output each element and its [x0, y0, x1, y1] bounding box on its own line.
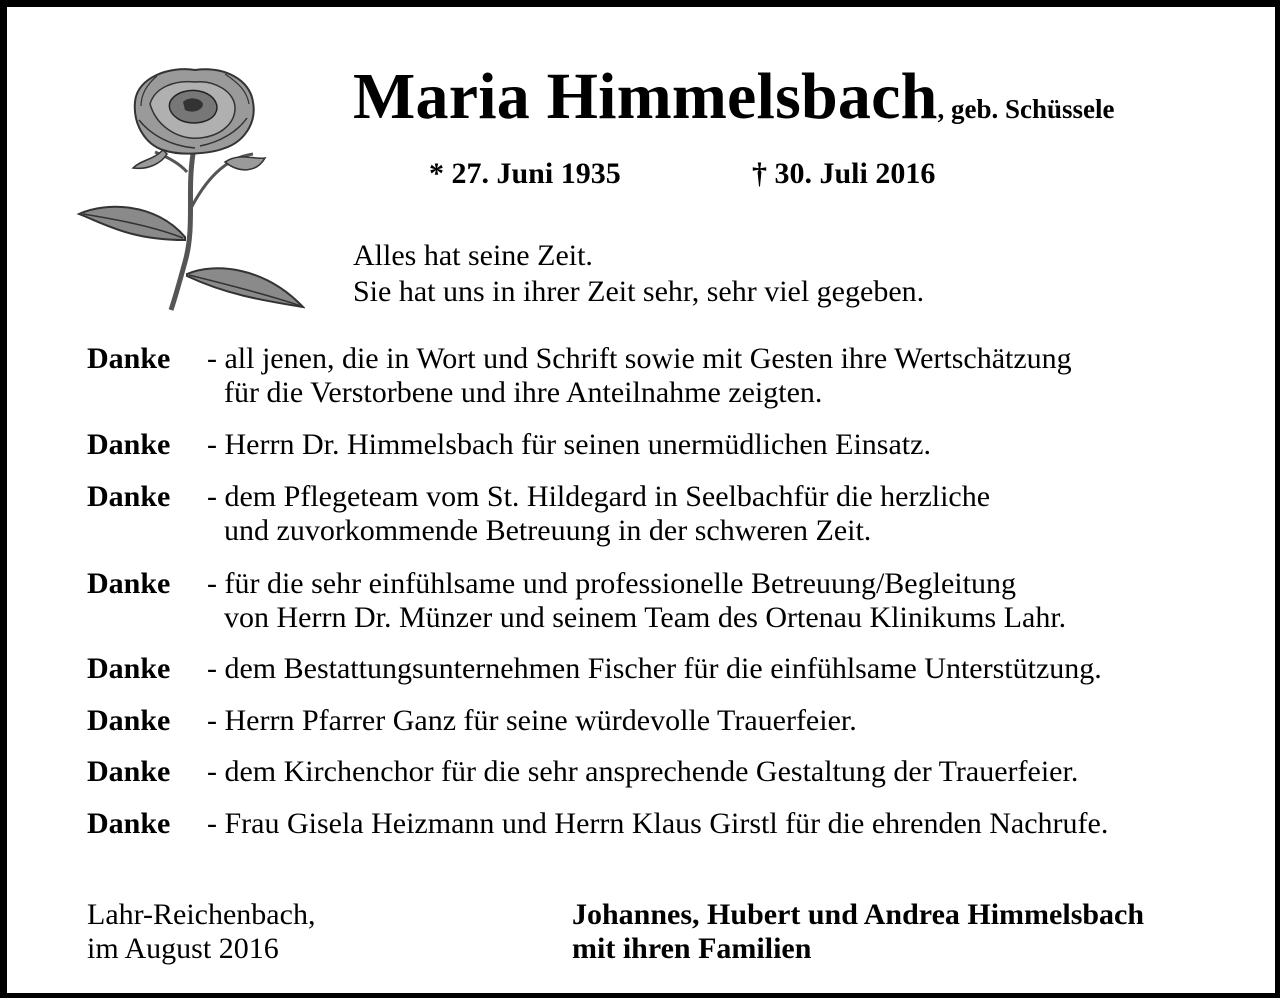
- date: im August 2016: [87, 932, 279, 965]
- thanks-text: - dem Bestattungsunternehmen Fischer für die einfühlsame Unterstützung.: [207, 652, 1102, 685]
- rose-icon: [75, 62, 305, 312]
- thanks-item: [87, 567, 1066, 635]
- thanks-text: - all jenen, die in Wort und Schrift sowie mit Gesten ihre Wertschätzung: [207, 342, 1072, 375]
- maiden-name: , geb. Schüssele: [937, 94, 1115, 124]
- thanks-text-continued: für die Verstorbene und ihre Anteilnahme zeigten.: [224, 376, 823, 409]
- thanks-item: [87, 342, 1072, 410]
- thanks-item: [87, 807, 1108, 841]
- place-and-date: [87, 898, 315, 966]
- place: Lahr-Reichenbach,: [87, 898, 316, 931]
- thanks-item: [87, 480, 990, 548]
- thanks-item: [87, 755, 1078, 789]
- thanks-text: - Herrn Dr. Himmelsbach für seinen unermüdlichen Einsatz.: [207, 428, 931, 461]
- motto-line-1: Alles hat seine Zeit.: [353, 239, 593, 272]
- thanks-item: [87, 428, 931, 462]
- thanks-label: Danke: [87, 428, 171, 461]
- thanks-item: [87, 652, 1102, 686]
- motto: [353, 238, 924, 310]
- thanks-item: [87, 704, 857, 738]
- signature-block: [572, 898, 1144, 966]
- thanks-text-continued: und zuvorkommende Betreuung in der schweren Zeit.: [224, 514, 872, 547]
- signatories-families: mit ihren Familien: [572, 932, 812, 965]
- thanks-label: Danke: [87, 704, 171, 737]
- thanks-text-continued: von Herrn Dr. Münzer und seinem Team des Ortenau Klinikums Lahr.: [224, 601, 1067, 634]
- deceased-name: Maria Himmelsbach: [353, 60, 938, 133]
- birth-date: * 27. Juni 1935: [429, 157, 621, 190]
- thanks-label: Danke: [87, 755, 171, 788]
- death-date: † 30. Juli 2016: [752, 157, 936, 190]
- thanks-text: - für die sehr einfühlsame und professionelle Betreuung/Begleitung: [207, 567, 1016, 600]
- thanks-label: Danke: [87, 480, 171, 513]
- thanks-text: - Frau Gisela Heizmann und Herrn Klaus Girstl für die ehrenden Nachrufe.: [207, 807, 1109, 840]
- thanks-label: Danke: [87, 807, 171, 840]
- thanks-label: Danke: [87, 567, 171, 600]
- thanks-text: - Herrn Pfarrer Ganz für seine würdevolle Trauerfeier.: [207, 704, 857, 737]
- thanks-label: Danke: [87, 652, 171, 685]
- deceased-name-line: [353, 59, 1115, 135]
- motto-line-2: Sie hat uns in ihrer Zeit sehr, sehr viel gegeben.: [353, 275, 925, 308]
- thanks-text: - dem Pflegeteam vom St. Hildegard in Seelbachfür die herzliche: [207, 480, 991, 513]
- thanks-label: Danke: [87, 342, 171, 375]
- thanks-text: - dem Kirchenchor für die sehr ansprechende Gestaltung der Trauerfeier.: [207, 755, 1079, 788]
- signatories: Johannes, Hubert und Andrea Himmelsbach: [572, 898, 1145, 931]
